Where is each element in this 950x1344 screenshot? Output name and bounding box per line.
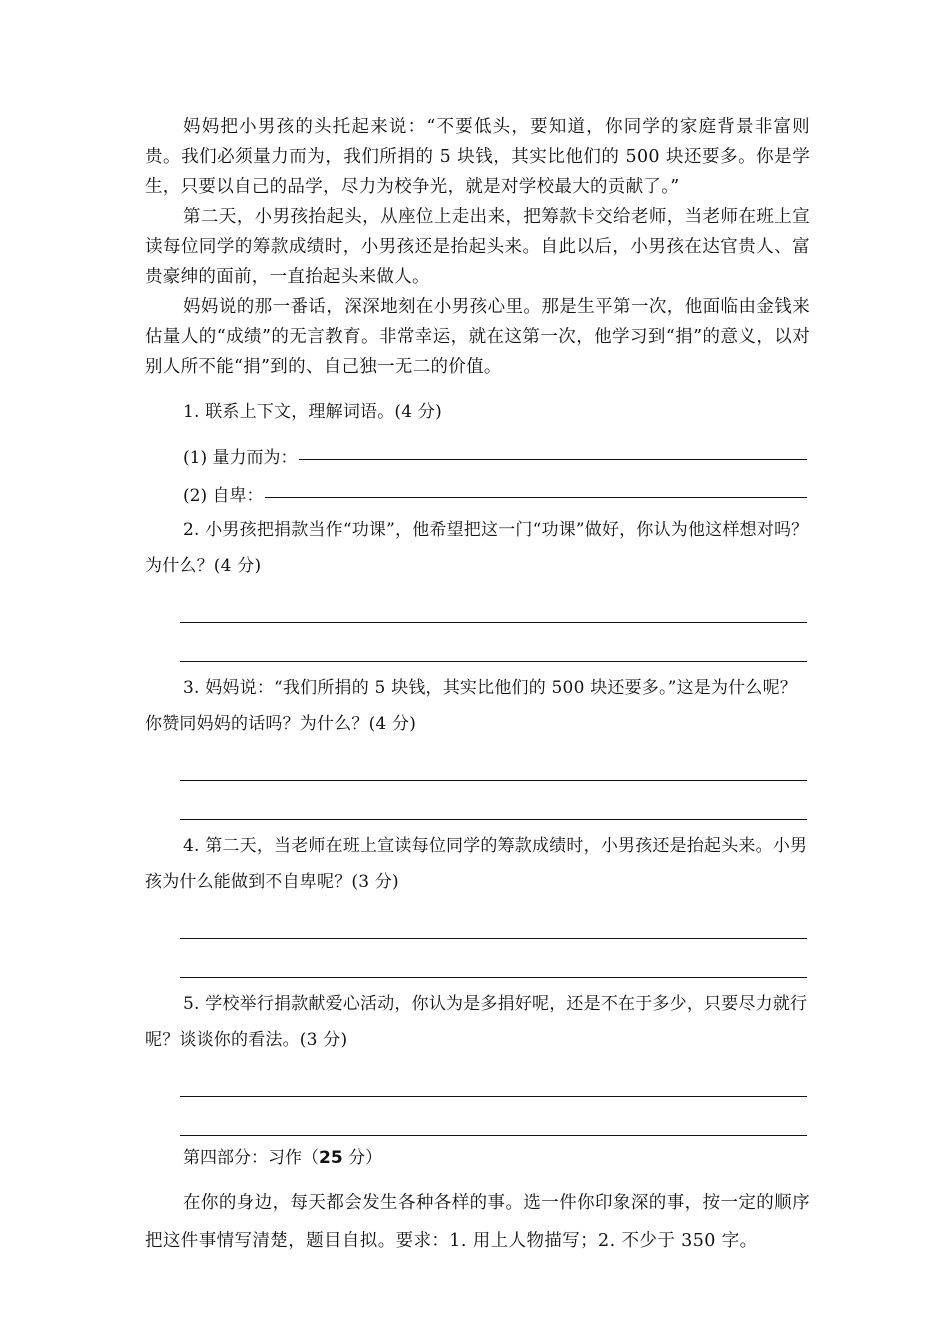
question-1: 1. 联系上下文，理解词语。(4 分) xyxy=(183,402,442,422)
section-4-score: 25 xyxy=(319,1148,343,1168)
answer-line[interactable] xyxy=(180,1058,807,1097)
question-4: 4. 第二天，当老师在班上宣读每位同学的筹款成绩时，小男孩还是抬起头来。小男孩为什么能做到不自卑呢？(3 分) xyxy=(145,836,808,892)
answer-line[interactable] xyxy=(180,584,807,623)
question-3-answer-lines[interactable] xyxy=(180,742,807,820)
question-5: 5. 学校举行捐款献爱心活动，你认为是多捐好呢，还是不在于多少，只要尽力就行呢？谈谈你的看法。(3 分) xyxy=(145,994,808,1050)
passage-paragraph-1: 妈妈把小男孩的头托起来说：“不要低头，要知道，你同学的家庭背景非富则贵。我们必须量力而为，我们所捐的 5 块钱，其实比他们的 500 块还要多。你是学生，只要以自己的品学，尽力为校争光，就是对学校最大的贡献了。” xyxy=(145,117,810,197)
section-4-title xyxy=(145,1140,810,1176)
exam-page xyxy=(145,112,810,1260)
answer-line[interactable] xyxy=(180,742,807,781)
answer-blank[interactable] xyxy=(265,497,807,498)
question-2-answer-lines[interactable] xyxy=(180,584,807,662)
answer-line[interactable] xyxy=(180,781,807,820)
essay-prompt: 在你的身边，每天都会发生各种各样的事。选一件你印象深的事，按一定的顺序把这件事情写清楚，题目自拟。要求：1. 用上人物描写；2. 不少于 350 字。 xyxy=(145,1193,810,1251)
question-5-answer-lines[interactable] xyxy=(180,1058,807,1136)
item-label: (1) 量力而为： xyxy=(183,448,298,468)
question-1-item-2 xyxy=(145,468,810,506)
passage-paragraph-2: 第二天，小男孩抬起头，从座位上走出来，把筹款卡交给老师，当老师在班上宣读每位同学的筹款成绩时，小男孩还是抬起头来。自此以后，小男孩在达官贵人、富贵豪绅的面前，一直抬起头来做人。 xyxy=(145,207,810,287)
answer-line[interactable] xyxy=(180,1097,807,1136)
question-3: 3. 妈妈说：“我们所捐的 5 块钱，其实比他们的 500 块还要多。”这是为什么呢？你赞同妈妈的话吗？为什么？(4 分) xyxy=(145,678,797,734)
answer-line[interactable] xyxy=(180,900,807,939)
section-4-title-prefix: 第四部分：习作（ xyxy=(183,1148,319,1168)
passage-paragraph-3: 妈妈说的那一番话，深深地刻在小男孩心里。那是生平第一次，他面临由金钱来估量人的“成绩”的无言教育。非常幸运，就在这第一次，他学习到“捐”的意义，以对别人所不能“捐”到的、自己独一无二的价值。 xyxy=(145,297,810,377)
answer-line[interactable] xyxy=(180,623,807,662)
question-2: 2. 小男孩把捐款当作“功课”，他希望把这一门“功课”做好，你认为他这样想对吗？为什么？(4 分) xyxy=(145,520,809,576)
answer-blank[interactable] xyxy=(299,459,807,460)
question-1-item-1 xyxy=(145,430,810,468)
answer-line[interactable] xyxy=(180,939,807,978)
item-label: (2) 自卑： xyxy=(183,486,264,506)
section-4-title-suffix: 分） xyxy=(342,1148,383,1168)
question-4-answer-lines[interactable] xyxy=(180,900,807,978)
